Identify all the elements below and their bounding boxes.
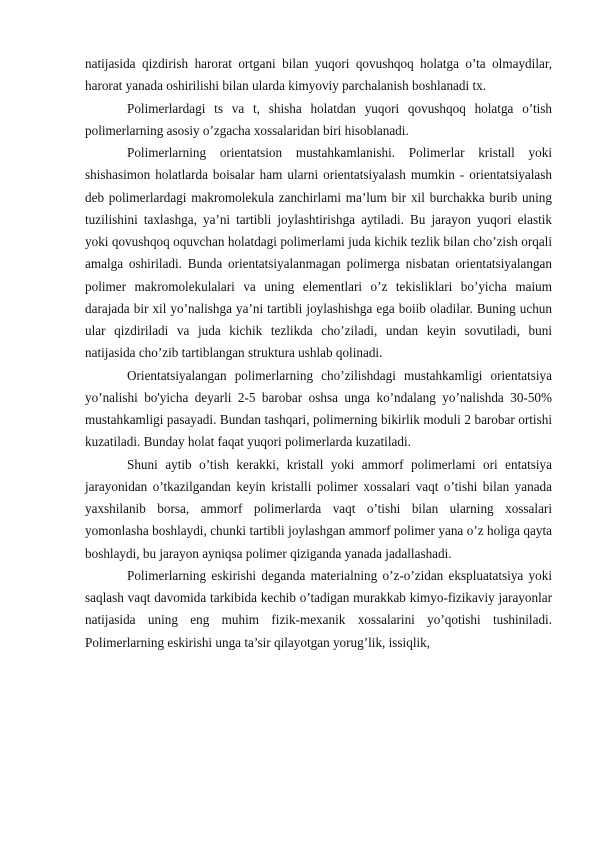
paragraph-oriented-strength: Orientatsiyalangan polimerlarning cho’zilishdagi mustahkamligi orientatsiya yo’nalishi bo'yicha deyarli 2-5 barobar oshsa unga ko’ndalang yo’nalishda 30-50% mustahkamligi pasayadi. Bundan tashqari, polimerning bikirlik moduli 2 barobar ortishi kuzatiladi. Bunday holat faqat yuqori polimerlarda kuzatiladi.	[85, 367, 552, 450]
paragraph-orientation-strengthening: Polimerlarning orientatsion mustahkamlanishi. Polimerlar kristall yoki shishasimon holatlarda boisalar ham ularni orientatsiyalash mumkin - orientatsiyalash deb polimerlardagi makromolekula zanchirlami ma’lum bir xil burchakka burib uning tuzilishini taxlashga, ya’ni tartibli joylashtirishga aytiladi. Bu jarayon yuqori elastik yoki qovushqoq oquvchan holatdagi polimerlami juda kichik tezlik bilan cho’zish orqali amalga oshiriladi. Bunda orientatsiyalanmagan polimerga nisbatan orientatsiyalangan polimer makromolekulalari va uning elementlari o’z tekisliklari bo’yicha maium darajada bir xil yo’nalishga ya’ni tartibli joylashishga ega boiib oladilar. Buning uchun ular qizdiriladi va juda kichik tezlikda cho’ziladi, undan keyin sovutiladi, buni natijasida cho’zib tartiblangan struktura ushlab qolinadi.	[85, 145, 552, 361]
paragraph-aging: Polimerlarning eskirishi deganda materialning o’z-o’zidan ekspluatatsiya yoki saqlash vaqt davomida tarkibida kechib o’tadigan murakkab kimyo-fizikaviy jarayonlar natijasida uning eng muhim fizik-mexanik xossalarini yo’qotishi tushiniladi. Polimerlarning eskirishi unga ta’sir qilayotgan yorug’lik, issiqlik,	[85, 567, 552, 650]
paragraph-continuation: natijasida qizdirish harorat ortgani bilan yuqori qovushqoq holatga o’ta olmaydilar, harorat yanada oshirilishi bilan ularda kimyoviy parchalanish boshlanadi tx.	[85, 56, 552, 94]
paragraph-crystalline-amorphous: Shuni aytib o’tish kerakki, kristall yoki ammorf polimerlami ori entatsiya jarayonidan o’tkazilgandan keyin kristalli polimer xossalari vaqt o’tishi bilan yanada yaxshilanib borsa, ammorf polimerlarda vaqt o’tishi bilan ularning xossalari yomonlasha boshlaydi, chunki tartibli joylashgan ammorf polimer yana o’z holiga qayta boshlaydi, bu jarayon ayniqsa polimer qiziganda yanada jadallashadi.	[85, 456, 552, 561]
document-page	[85, 53, 552, 654]
paragraph-glass-transition: Polimerlardagi ts va t, shisha holatdan yuqori qovushqoq holatga o’tish polimerlarning asosiy o’zgacha xossalaridan biri hisoblanadi.	[85, 100, 552, 138]
